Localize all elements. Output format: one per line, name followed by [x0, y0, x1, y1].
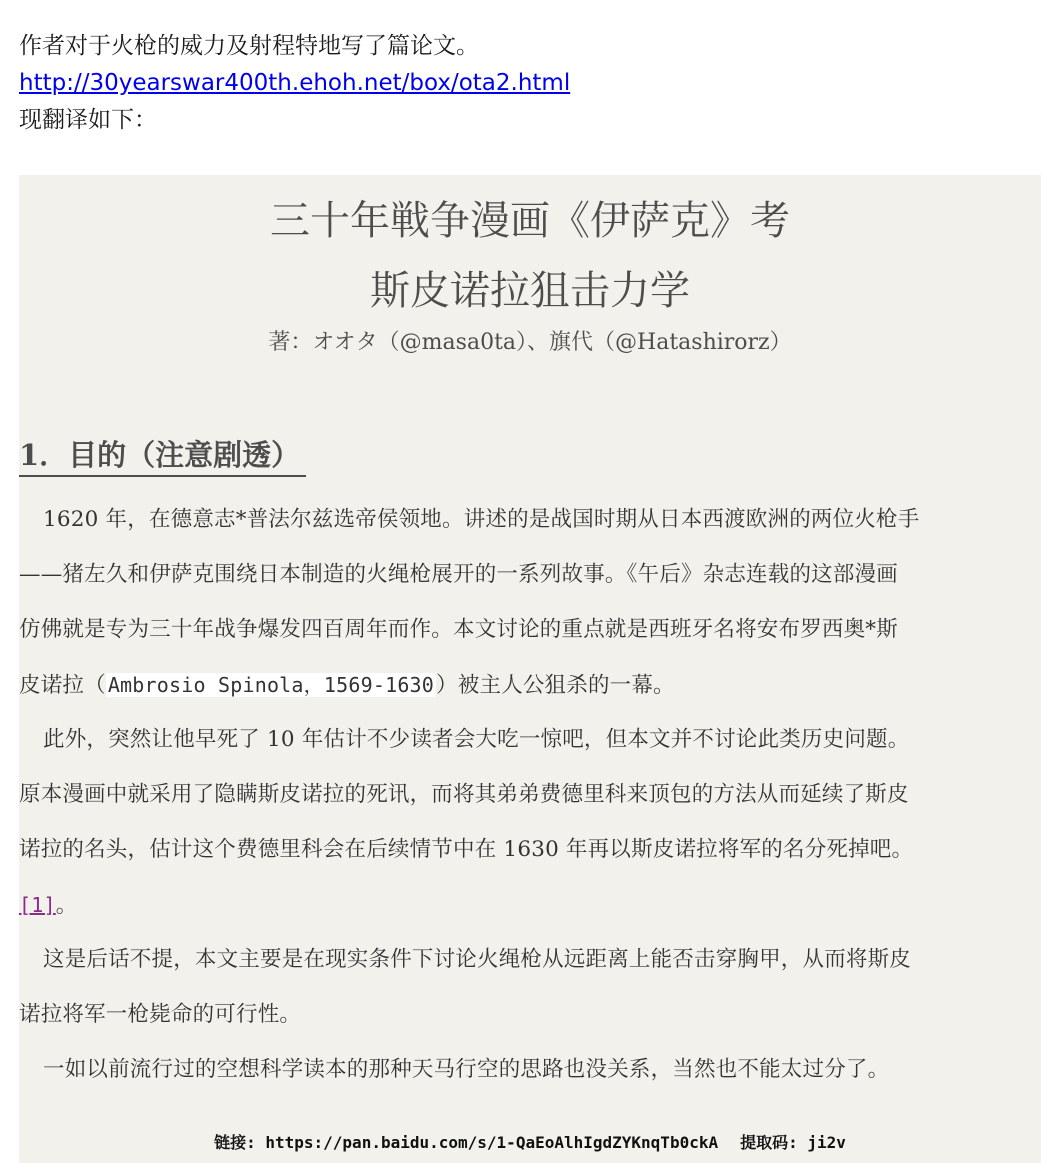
translation-note: 现翻译如下： [19, 107, 157, 133]
article-body [19, 502, 1041, 1107]
article-subtitle: 斯皮诺拉狙击力学 [370, 268, 690, 314]
body-line [19, 667, 1041, 722]
body-line: 仿佛就是专为三十年战争爆发四百周年而作。本文讨论的重点就是西班牙名将安布罗西奥*斯 [19, 617, 898, 642]
body-line: 这是后话不提，本文主要是在现实条件下讨论火绳枪从远距离上能否击穿胸甲，从而将斯皮 [43, 947, 912, 972]
body-text: 皮诺拉（ [19, 673, 106, 698]
body-text: 。 [55, 893, 78, 918]
link-label: 链接: [214, 1133, 256, 1152]
body-line: 诺拉将军一枪毙命的可行性。 [19, 1002, 302, 1027]
download-url[interactable]: https://pan.baidu.com/s/1-QaEoAlhIgdZYKnqTb0ckA [265, 1133, 719, 1152]
body-line: 原本漫画中就采用了隐瞒斯皮诺拉的死讯，而将其弟弟费德里科来顶包的方法从而延续了斯皮 [19, 782, 909, 807]
intro-text: 作者对于火枪的威力及射程特地写了篇论文。 [19, 33, 479, 59]
body-line [19, 887, 1041, 942]
code-label: 提取码: [740, 1133, 798, 1152]
intro-block [19, 28, 1039, 139]
body-line: 诺拉的名头，估计这个费德里科会在后续情节中在 1630 年再以斯皮诺拉将军的名分死掉吧。 [19, 837, 914, 862]
footnote-link[interactable]: [1] [19, 893, 56, 917]
body-line: 此外，突然让他早死了 10 年估计不少读者会大吃一惊吧，但本文并不讨论此类历史问题。 [43, 727, 910, 752]
download-info [19, 1130, 1041, 1153]
extract-code: ji2v [807, 1133, 846, 1152]
article-authors: 著：オオタ（@masa0ta）、旗代（@Hatashirorz） [268, 330, 792, 355]
body-line: 一如以前流行过的空想科学读本的那种天马行空的思路也没关系，当然也不能太过分了。 [43, 1057, 890, 1082]
body-text: ）被主人公狙杀的一幕。 [436, 673, 675, 698]
latin-name-text: Ambrosio Spinola，1569-1630 [107, 673, 435, 697]
article-panel [19, 175, 1041, 1163]
body-line: ——猪左久和伊萨克围绕日本制造的火绳枪展开的一系列故事。《午后》杂志连载的这部漫画 [19, 562, 898, 587]
source-link[interactable]: http://30yearswar400th.ehoh.net/box/ota2.html [19, 70, 571, 96]
article-title: 三十年戦争漫画《伊萨克》考 [270, 198, 790, 244]
body-line: 1620 年，在德意志*普法尔兹选帝侯领地。讲述的是战国时期从日本西渡欧洲的两位火枪手 [43, 507, 920, 532]
section-heading: 1．目的（注意剧透） [19, 435, 306, 477]
